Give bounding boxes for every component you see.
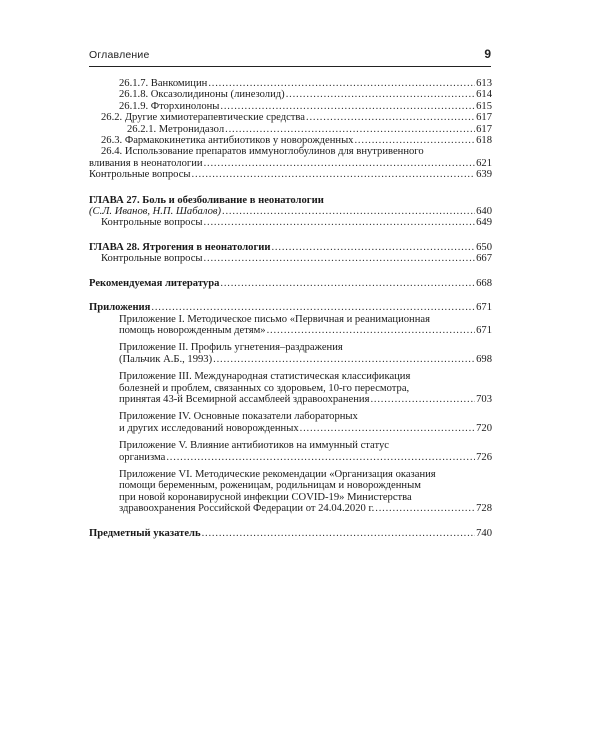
dot-leader [166, 452, 475, 463]
dot-leader [354, 135, 475, 146]
appendix-label: Приложение II. Профиль угнетения–раздражения [119, 342, 343, 354]
toc-section[interactable] [89, 278, 492, 289]
toc-appendix[interactable] [89, 469, 492, 515]
header-rule [89, 66, 491, 67]
toc-entry-page: 614 [476, 89, 492, 101]
dot-leader [306, 112, 475, 123]
running-header [89, 49, 491, 67]
toc-chapter[interactable] [89, 195, 492, 218]
dot-leader [222, 206, 475, 217]
dot-leader [267, 325, 476, 336]
dot-leader [220, 101, 475, 112]
toc-entry-page: 650 [476, 241, 492, 253]
dot-leader [220, 278, 475, 289]
toc-entry[interactable] [89, 78, 492, 89]
dot-leader [151, 302, 475, 313]
toc-entry-page: 649 [476, 217, 492, 229]
appendix-label: Приложение IV. Основные показатели лабораторных [119, 411, 358, 423]
toc-entry-page: 720 [476, 422, 492, 434]
toc-entry-page: 615 [476, 100, 492, 112]
page-number: 9 [484, 47, 491, 61]
toc-appendix[interactable] [89, 342, 492, 365]
dot-leader [225, 124, 475, 135]
toc-entry-label: Контрольные вопросы [101, 217, 203, 229]
chapter-title: ГЛАВА 27. Боль и обезболивание в неонатологии [89, 194, 324, 206]
toc-entry-label: Контрольные вопросы [89, 169, 191, 181]
toc-entry-page: 617 [476, 123, 492, 135]
dot-leader [204, 253, 476, 264]
toc-entry-page: 698 [476, 353, 492, 365]
toc-entry-page: 703 [476, 393, 492, 405]
toc-entry-page: 640 [476, 206, 492, 218]
dot-leader [192, 169, 476, 180]
appendix-label-cont: помощь новорожденным детям» [119, 324, 266, 336]
dot-leader [375, 503, 475, 514]
appendix-label-cont: болезней и проблем, связанных со здоровьем, 10-го пересмотра, [119, 382, 410, 394]
appendix-label-cont: помощи беременным, роженицам, родильницам и новорожденным [119, 480, 421, 492]
toc-entry-page: 667 [476, 253, 492, 265]
running-header-title: Оглавление [89, 49, 150, 61]
toc-entry-label: 26.2. Другие химиотерапевтические средства [101, 112, 305, 124]
dot-leader [213, 354, 475, 365]
toc-entry-page: 617 [476, 112, 492, 124]
toc-entry[interactable] [89, 146, 492, 169]
toc-entry[interactable] [89, 169, 492, 180]
toc-entry-label: 26.3. Фармакокинетика антибиотиков у новорожденных [101, 135, 354, 147]
toc-entry[interactable] [89, 217, 492, 228]
section-title: Рекомендуемая литература [89, 277, 220, 289]
dot-leader [271, 242, 475, 253]
toc-appendix[interactable] [89, 314, 492, 337]
toc-entry-page: 668 [476, 277, 492, 289]
toc-entry-page: 671 [476, 302, 492, 314]
appendix-label-cont: организма [119, 451, 166, 463]
appendix-label: Приложение V. Влияние антибиотиков на иммунный статус [119, 440, 389, 452]
toc-section[interactable] [89, 302, 492, 313]
toc-entry-page: 639 [476, 169, 492, 181]
toc-appendix[interactable] [89, 440, 492, 463]
toc-entry-page: 740 [476, 527, 492, 539]
toc-entry-label: 26.2.1. Метронидазол [127, 123, 225, 135]
toc-entry-label: 26.1.8. Оксазолидиноны (линезолид) [119, 89, 285, 101]
toc-entry-label-cont: вливания в неонатологии [89, 157, 203, 169]
dot-leader [204, 158, 476, 169]
appendix-label-cont: здравоохранения Российской Федерации от 24.04.2020 г. [119, 503, 375, 515]
toc-entry-page: 613 [476, 78, 492, 89]
section-title: Приложения [89, 302, 151, 314]
toc-entry[interactable] [89, 253, 492, 264]
toc-entry-page: 726 [476, 451, 492, 463]
toc-entry-label: Контрольные вопросы [101, 253, 203, 265]
toc-entry-label: 26.1.9. Фторхинолоны [119, 100, 220, 112]
appendix-label-cont: принятая 43-й Всемирной ассамблеей здравоохранения [119, 393, 370, 405]
toc-appendix[interactable] [89, 371, 492, 405]
toc-chapter[interactable] [89, 242, 492, 253]
appendix-label-cont: при новой коронавирусной инфекции COVID-19» Министерства [119, 491, 412, 503]
appendix-label: Приложение III. Международная статистическая классификация [119, 371, 411, 383]
table-of-contents [89, 78, 492, 539]
toc-entry[interactable] [89, 124, 492, 135]
chapter-title: ГЛАВА 28. Ятрогения в неонатологии [89, 241, 271, 253]
dot-leader [208, 78, 475, 89]
toc-entry[interactable] [89, 89, 492, 100]
section-title: Предметный указатель [89, 527, 201, 539]
appendix-label: Приложение VI. Методические рекомендации «Организация оказания [119, 468, 436, 480]
dot-leader [286, 89, 475, 100]
dot-leader [370, 394, 475, 405]
toc-entry-label: 26.4. Использование препаратов иммуноглобулинов для внутривенного [101, 146, 424, 158]
toc-appendix[interactable] [89, 411, 492, 434]
dot-leader [202, 528, 476, 539]
appendix-label-cont: (Пальчик А.Б., 1993) [119, 353, 213, 365]
toc-entry[interactable] [89, 112, 492, 123]
toc-entry-page: 618 [476, 135, 492, 147]
dot-leader [204, 217, 476, 228]
toc-entry-page: 621 [476, 157, 492, 169]
toc-entry[interactable] [89, 135, 492, 146]
toc-entry-page: 671 [476, 324, 492, 336]
toc-section[interactable] [89, 528, 492, 539]
toc-entry[interactable] [89, 101, 492, 112]
toc-entry-label: 26.1.7. Ванкомицин [119, 78, 208, 89]
appendix-label-cont: и других исследований новорожденных [119, 422, 299, 434]
dot-leader [300, 423, 475, 434]
appendix-label: Приложение I. Методическое письмо «Первичная и реанимационная [119, 313, 430, 325]
toc-entry-page: 728 [476, 503, 492, 515]
chapter-authors: (С.Л. Иванов, Н.П. Шабалов) [89, 206, 222, 218]
